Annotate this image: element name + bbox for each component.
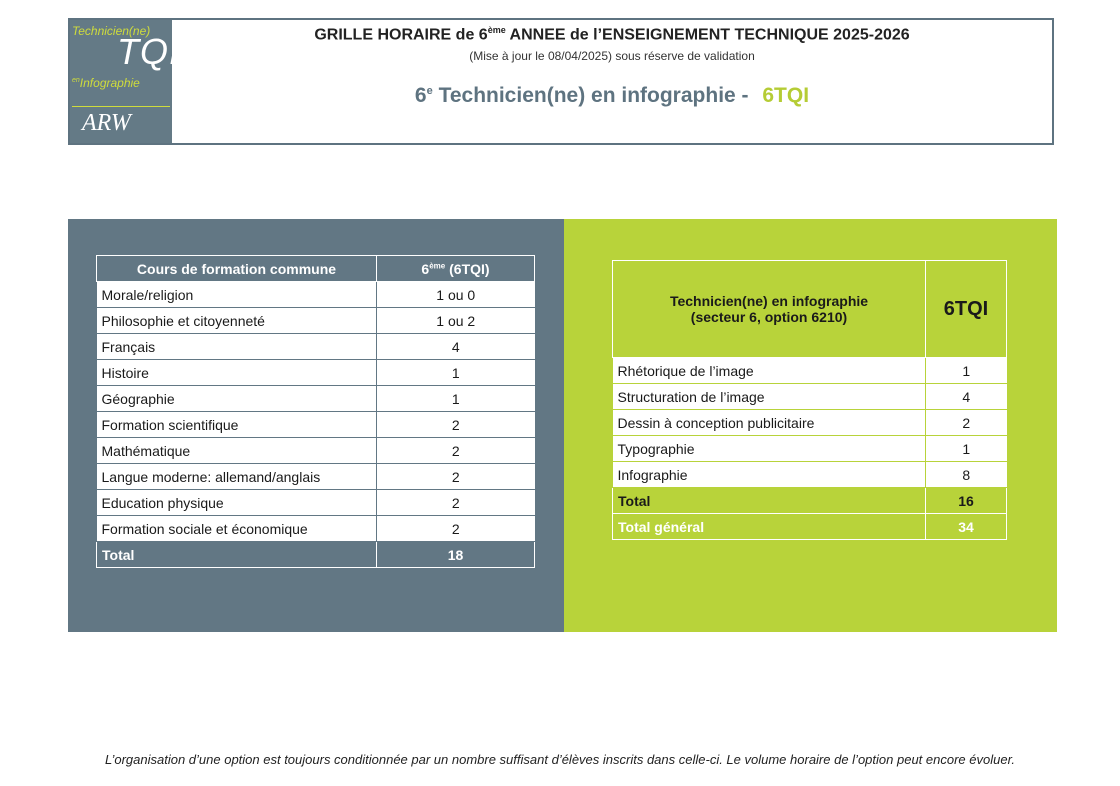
logo-divider <box>72 106 170 107</box>
total-value: 16 <box>926 488 1007 514</box>
common-courses-table <box>96 255 535 568</box>
course-name: Typographie <box>613 436 926 462</box>
course-name: Dessin à conception publicitaire <box>613 410 926 436</box>
logo-line-infographie: $^{en}$Infographie <box>72 76 140 90</box>
course-hours: 2 <box>377 490 535 516</box>
update-note: (Mise à jour le 08/04/2025) sous réserve de validation <box>469 49 755 63</box>
table-row <box>613 436 1007 462</box>
course-hours: 1 <box>926 436 1007 462</box>
grand-total-row <box>613 514 1007 540</box>
table-row <box>97 464 535 490</box>
table-row <box>97 438 535 464</box>
course-hours: 2 <box>926 410 1007 436</box>
table-row <box>97 360 535 386</box>
table-row <box>613 462 1007 488</box>
course-name: Langue moderne: allemand/anglais <box>97 464 377 490</box>
tqi-logo <box>70 20 180 143</box>
course-hours: 2 <box>377 412 535 438</box>
course-name: Histoire <box>97 360 377 386</box>
course-name: Education physique <box>97 490 377 516</box>
option-header-row <box>613 261 1007 358</box>
course-hours: 8 <box>926 462 1007 488</box>
table-row <box>97 516 535 542</box>
total-label: Total <box>97 542 377 568</box>
table-row <box>97 386 535 412</box>
table-row <box>97 490 535 516</box>
course-hours: 1 ou 2 <box>377 308 535 334</box>
course-hours: 2 <box>377 516 535 542</box>
table-row <box>613 384 1007 410</box>
course-name: Français <box>97 334 377 360</box>
course-name: Infographie <box>613 462 926 488</box>
course-name: Géographie <box>97 386 377 412</box>
course-hours: 1 ou 0 <box>377 282 535 308</box>
total-row <box>97 542 535 568</box>
course-hours: 1 <box>926 358 1007 384</box>
option-code: 6TQI <box>926 261 1007 358</box>
course-hours: 4 <box>377 334 535 360</box>
table-row <box>97 334 535 360</box>
column-header-course: Cours de formation commune <box>97 256 377 282</box>
logo-line-tqi: TQI <box>117 31 180 72</box>
course-hours: 2 <box>377 464 535 490</box>
course-hours: 1 <box>377 386 535 412</box>
course-name: Mathématique <box>97 438 377 464</box>
program-code: 6TQI <box>762 84 810 107</box>
footnote: L’organisation d’une option est toujours conditionnée par un nombre suffisant d’élèves inscrits dans celle-ci. Le volume horaire de l’option peut encore évoluer. <box>104 752 1016 767</box>
column-header-year: 6ème (6TQI) <box>377 256 535 282</box>
course-name: Formation scientifique <box>97 412 377 438</box>
option-courses-table <box>612 260 1007 540</box>
course-name: Formation sociale et économique <box>97 516 377 542</box>
program-title: 6e Technicien(ne) en infographie - 6TQI <box>414 84 810 107</box>
total-value: 18 <box>377 542 535 568</box>
course-hours: 4 <box>926 384 1007 410</box>
table-row <box>613 410 1007 436</box>
course-hours: 2 <box>377 438 535 464</box>
course-name: Philosophie et citoyenneté <box>97 308 377 334</box>
course-hours: 1 <box>377 360 535 386</box>
table-row <box>97 412 535 438</box>
header-box <box>68 18 1054 145</box>
course-name: Rhétorique de l’image <box>613 358 926 384</box>
total-row <box>613 488 1007 514</box>
grand-total-label: Total général <box>613 514 926 540</box>
grand-total-value: 34 <box>926 514 1007 540</box>
total-label: Total <box>613 488 926 514</box>
logo-line-technicien: Technicien(ne) <box>72 24 151 38</box>
course-name: Morale/religion <box>97 282 377 308</box>
course-name: Structuration de l’image <box>613 384 926 410</box>
table-row <box>97 308 535 334</box>
page-title: GRILLE HORAIRE de 6ème ANNEE de l’ENSEIGNEMENT TECHNIQUE 2025-2026 <box>314 25 910 44</box>
option-title: Technicien(ne) en infographie (secteur 6, option 6210) <box>613 261 926 358</box>
logo-line-arw: ARW <box>82 110 131 136</box>
table-row <box>613 358 1007 384</box>
table-row <box>97 282 535 308</box>
